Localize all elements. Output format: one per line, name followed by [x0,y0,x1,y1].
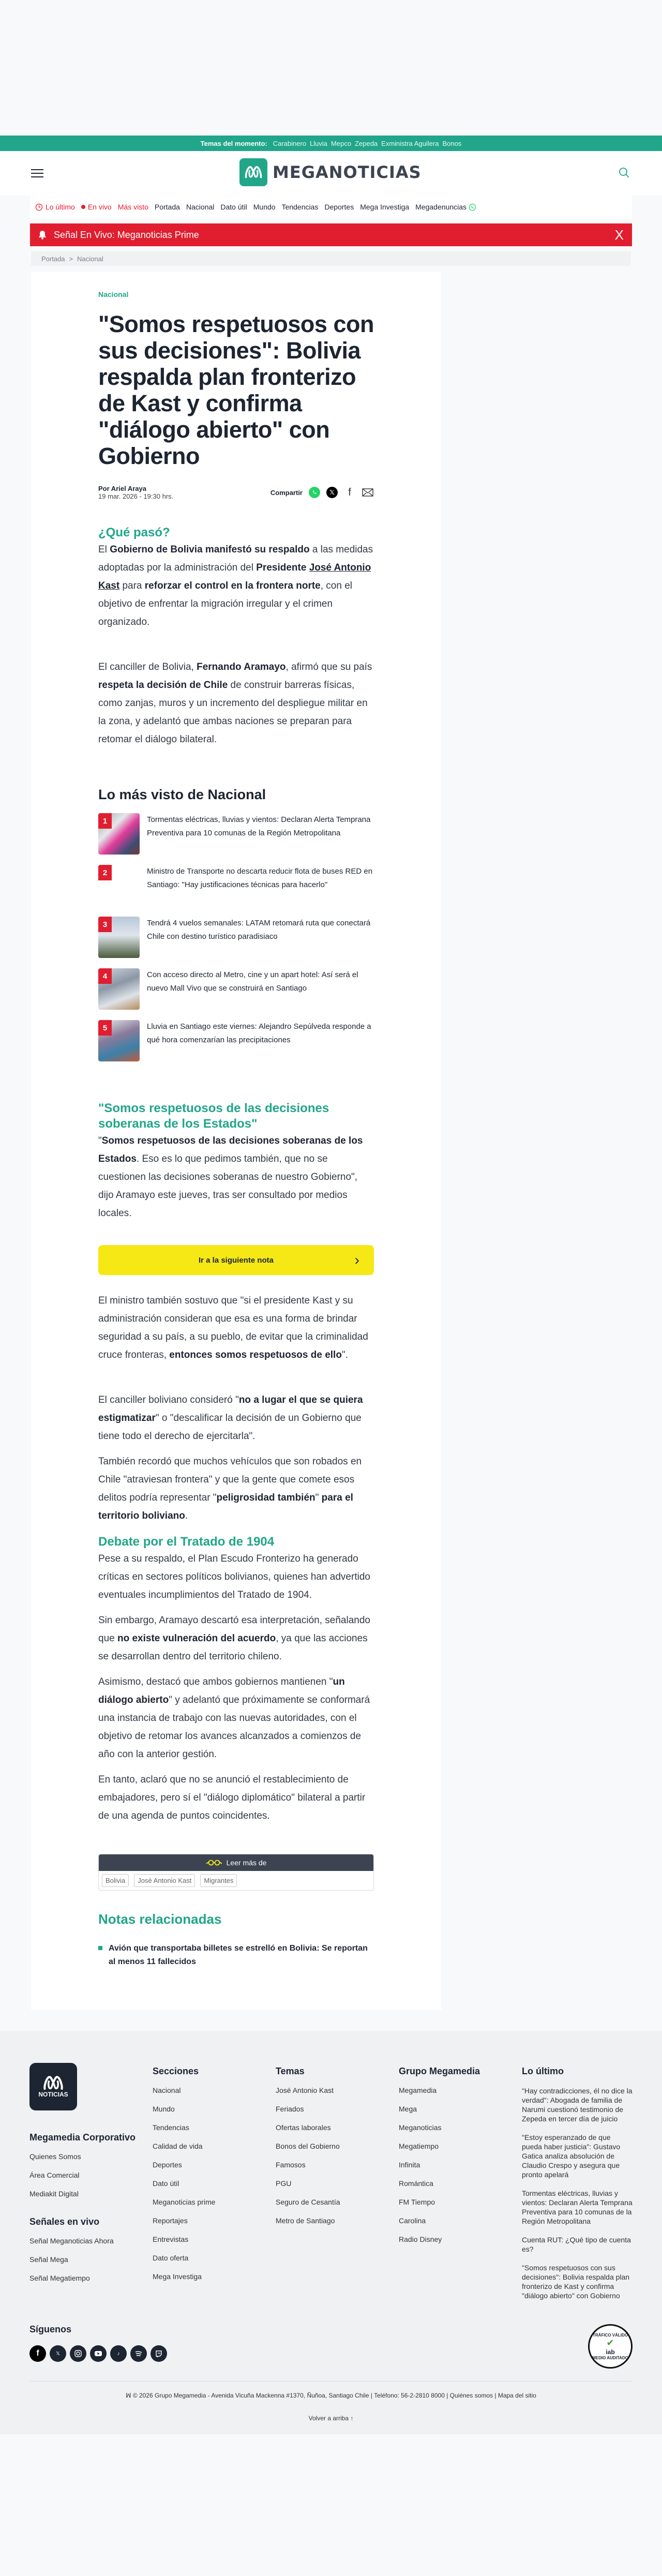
follow-heading: Síguenos [29,2324,72,2334]
mega-logo-icon [239,158,267,186]
footer-heading: Secciones [153,2066,199,2076]
most-viewed-item[interactable]: 1 Tormentas eléctricas, lluvias y vientos: Declaran Alerta Temprana Preventiva para 10 comunas de la Región Metropolitana [98,813,374,855]
nav-live[interactable]: En vivo [81,203,112,211]
article-date: 19 mar. 2026 - 19:30 hrs. [98,492,174,500]
section-heading: ¿Qué pasó? [98,526,170,540]
nav-most-viewed[interactable]: Más visto [117,203,148,211]
footer-link[interactable]: Reportajes [153,2216,188,2225]
footer-link[interactable]: Señal Megatiempo [29,2274,90,2282]
article-paragraph: Asimismo, destacó que ambos gobiernos mantienen "un diálogo abierto" y adelantó que próximamente se conformará una instancia de trabajo con las nuevas autoridades, con el objetivo de retomar los avances alcanzados a comienzos de año con la anterior gestión. [98,1676,370,1760]
footer-link[interactable]: Calidad de vida [153,2142,203,2150]
article-paragraph: El Gobierno de Bolivia manifestó su respaldo a las medidas adoptadas por la administración del Presidente José Antonio Kast para reforzar el control en la frontera norte, con el objetivo de enfrentar la migración irregular y el crimen organizado. [98,544,373,627]
article-paragraph: Pese a su respaldo, el Plan Escudo Fronterizo ha generado críticas en sectores políticos bolivianos, quienes han advertido eventuales incumplimientos del Tratado de 1904. [98,1553,370,1600]
most-viewed-item[interactable]: 3 Tendrá 4 vuelos semanales: LATAM retomará ruta que conectará Chile con destino turístico paradisiaco [98,917,374,958]
footer-link[interactable]: Señal Mega [29,2255,68,2264]
footer-link[interactable]: Señal Meganoticias Ahora [29,2237,114,2245]
whatsapp-icon [469,203,476,211]
footer-link[interactable]: Radio Disney [399,2235,442,2243]
footer-link[interactable]: Carolina [399,2216,426,2225]
most-viewed-item[interactable]: 5 Lluvia en Santiago este viernes: Alejandro Sepúlveda responde a qué hora comenzarían las precipitaciones [98,1020,374,1061]
footer-link[interactable]: Megamedia [399,2086,437,2094]
iab-audited-badge: TRÁFICO VÁLIDO ✔ iab MEDIO AUDITADO [588,2324,633,2369]
next-article-button[interactable]: Ir a la siguiente nota › [98,1245,374,1275]
email-share-icon[interactable] [362,487,374,498]
footer-link[interactable]: Megatiempo [399,2142,439,2150]
footer-link[interactable]: Romántica [399,2179,433,2188]
footer-link[interactable]: Mega [399,2105,417,2113]
footer-latest-link[interactable]: Tormentas eléctricas, lluvias y vientos: Declaran Alerta Temprana Preventiva para 10 comunas de la Región Metropolitana [522,2189,633,2225]
footer-link[interactable]: Mundo [153,2105,175,2113]
twitch-icon[interactable] [151,2345,167,2362]
article-title: "Somos respetuosos con sus decisiones": Bolivia respalda plan fronterizo de Kast y confirma "diálogo abierto" con Gobierno [98,311,374,469]
article-paragraph: También recordó que muchos vehículos que son robados en Chile "atraviesan frontera" y que la gente que comete esos delitos podría representar "peligrosidad también" para el territorio boliviano. [98,1456,362,1521]
thumbnail [98,813,140,855]
article-paragraph: El canciller boliviano consideró "no a lugar el que se quiera estigmatizar" o "descalificar la decisión de un Gobierno que tiene todo el derecho de ejercitarla". [98,1395,363,1442]
article [31,272,441,2010]
footer-link[interactable]: FM Tiempo [399,2198,435,2206]
topic-link[interactable]: Zepeda [355,139,378,147]
footer-link[interactable]: PGU [276,2179,292,2188]
article-category[interactable]: Nacional [98,290,129,298]
section-heading: "Somos respetuosos de las decisiones soberanas de los Estados" [98,1101,329,1131]
related-title: Notas relacionadas [98,1911,222,1927]
nav-item[interactable]: Tendencias [281,203,319,211]
divider [29,2381,633,2382]
nav-item[interactable]: Dato útil [220,203,247,211]
footer-link[interactable]: Ofertas laborales [276,2123,331,2132]
most-viewed-item[interactable]: 4 Con acceso directo al Metro, cine y un apart hotel: Así será el nuevo Mall Vivo que se construirá en Santiago [98,968,374,1010]
footer-link[interactable]: Famosos [276,2161,306,2169]
breadcrumb-separator: > [69,254,73,263]
breadcrumb-item[interactable]: Nacional [77,254,103,263]
back-to-top-link[interactable]: Volver a arriba ↑ [308,2415,354,2422]
whatsapp-share-icon[interactable] [309,487,320,498]
tiktok-icon[interactable]: ♪ [110,2345,127,2362]
footer-link[interactable]: Dato útil [153,2179,179,2188]
read-more-label: Leer más de [226,1859,267,1867]
tag-link[interactable]: Bolivia [102,1874,129,1887]
footer-link[interactable]: Metro de Santiago [276,2216,335,2225]
footer-latest-link[interactable]: Cuenta RUT: ¿Qué tipo de cuenta es? [522,2236,631,2253]
logo-wordmark: MEGANOTICIAS [273,162,422,182]
close-icon[interactable]: X [614,227,624,243]
kast-link[interactable]: José Antonio Kast [98,562,371,591]
nav-item[interactable]: Mega Investiga [360,203,410,211]
footer-heading: Señales en vivo [29,2216,100,2227]
footer-link[interactable]: Mega Investiga [153,2272,202,2281]
rank-badge: 4 [98,968,112,984]
tag-link[interactable]: Migrantes [200,1874,237,1887]
share-bar [270,487,374,498]
topic-link[interactable]: Bonos [442,139,462,147]
main-nav [30,196,632,218]
footer-link[interactable]: Mediakit Digital [29,2190,79,2198]
instagram-icon[interactable] [70,2345,86,2362]
topic-link[interactable]: Exministra Aguilera [381,139,439,147]
chevron-right-icon: › [354,1252,359,1268]
search-icon[interactable] [619,167,631,179]
footer-link[interactable]: Nacional [153,2086,181,2094]
x-share-icon[interactable]: 𝕏 [326,487,338,498]
rank-badge: 2 [98,865,112,880]
article-paragraph: El canciller de Bolivia, Fernando Aramayo, afirmó que su país respeta la decisión de Chile de construir barreras físicas, como zanjas, muros y un incremento del despliegue militar en la zona, y adelantó que ambas naciones se preparan para retomar el diálogo bilateral. [98,662,372,745]
live-dot-icon [81,205,85,209]
thumbnail [98,1020,140,1061]
nav-item-megadenuncias[interactable]: Megadenuncias [415,203,476,211]
footer-heading: Megamedia Corporativo [29,2132,136,2143]
footer-link[interactable]: Área Comercial [29,2171,80,2179]
article-paragraph: "Somos respetuosos de las decisiones soberanas de los Estados. Eso es lo que pedimos también, que no se cuestionen las decisiones soberanas de nuestro Gobierno", dijo Aramayo este jueves, tras ser consultado por medios locales. [98,1135,363,1219]
footer-link[interactable]: Quienes Somos [29,2152,81,2161]
footer-link[interactable]: Infinita [399,2161,420,2169]
footer-logo[interactable]: NOTICIAS [29,2063,77,2110]
facebook-share-icon[interactable]: f [348,486,351,498]
nav-item[interactable]: Mundo [253,203,276,211]
live-banner-text: Señal En Vivo: Meganoticias Prime [54,229,199,240]
footer-link[interactable]: Bonos del Gobierno [276,2142,340,2150]
thumbnail [98,968,140,1010]
footer-link[interactable]: Deportes [153,2161,182,2169]
topic-link[interactable]: Mepco [331,139,352,147]
footer-link[interactable]: Meganoticias [399,2123,442,2132]
nav-item[interactable]: Nacional [186,203,215,211]
most-viewed-widget [98,787,374,1061]
site-footer [0,2031,662,2434]
rank-badge: 1 [98,813,112,829]
share-label: Compartir [270,488,303,497]
rank-badge: 3 [98,917,112,932]
footer-latest-link[interactable]: "Estoy esperanzado de que pueda haber justicia": Gustavo Gatica analiza absolución de Claudio Crespo y asegura que pronto apelará [522,2133,621,2179]
rank-badge: 5 [98,1020,112,1036]
most-viewed-item[interactable]: 2 Ministro de Transporte no descarta reducir flota de buses RED en Santiago: "Hay justificaciones técnicas para hacerlo" [98,865,374,906]
article-author: Por Ariel Araya [98,485,146,492]
nav-item[interactable]: Portada [154,203,180,211]
footer-link[interactable]: Dato oferta [153,2254,189,2262]
site-logo[interactable] [239,158,422,186]
footer-link[interactable]: José Antonio Kast [276,2086,334,2094]
bullet-icon [98,1946,102,1950]
glasses-icon [206,1860,222,1866]
site-header [0,151,662,196]
nav-item[interactable]: Deportes [324,203,354,211]
related-item[interactable]: Avión que transportaba billetes se estrelló en Bolivia: Se reportan al menos 11 fallecidos [98,1942,374,1969]
checkmark-icon: ✔ [606,2337,614,2348]
trending-label: Temas del momento: [200,139,267,147]
section-heading: Debate por el Tratado de 1904 [98,1535,275,1549]
article-paragraph: Sin embargo, Aramayo descartó esa interpretación, señalando que no existe vulneración del acuerdo, ya que las acciones se desarrollan dentro del territorio chileno. [98,1615,370,1662]
nav-latest[interactable]: Lo último [35,203,75,211]
tag-link[interactable]: José Antonio Kast [134,1874,195,1887]
trending-topics-bar [0,136,662,151]
x-icon[interactable]: 𝕏 [50,2345,66,2362]
footer-latest-link[interactable]: "Somos respetuosos con sus decisiones": Bolivia respalda plan fronterizo de Kast y confirma "diálogo abierto" con Gobierno [522,2264,630,2300]
footer-link[interactable]: Entrevistas [153,2235,189,2243]
article-paragraph: El ministro también sostuvo que "si el presidente Kast y su administración consideran que esa es una forma de brindar seguridad a su país, a su pueblo, de evitar que la criminalidad cruce fronteras, entonces somos respetuosos de ello". [98,1295,368,1360]
copyright: ꟽ © 2026 Grupo Megamedia - Avenida Vicuña Mackenna #1370, Ñuñoa, Santiago Chile | Teléfono: 56-2-2810 8000 | Quiénes somos | Mapa del sitio [126,2392,536,2399]
breadcrumb [31,251,631,266]
clock-icon [35,203,43,211]
article-paragraph: En tanto, aclaró que no se anunció el restablecimiento de embajadores, pero sí el "diálogo diplomático" bilateral a partir de una agenda de puntos coincidentes. [98,1774,366,1821]
thumbnail [98,865,140,906]
footer-latest-link[interactable]: "Hay contradicciones, él no dice la verdad": Abogada de familia de Narumi cuestionó testimonio de Zepeda en tercer día de juicio [522,2087,633,2123]
spotify-icon[interactable] [130,2345,147,2362]
topic-link[interactable]: Carabinero [273,139,307,147]
live-signal-banner[interactable] [30,223,632,246]
facebook-icon[interactable]: f [29,2345,46,2362]
related-notes [98,1911,374,1969]
footer-heading: Lo último [522,2066,564,2076]
footer-heading: Temas [276,2066,305,2076]
footer-link[interactable]: Seguro de Cesantía [276,2198,340,2206]
ad-space [0,0,662,136]
thumbnail [98,917,140,958]
topic-link[interactable]: Lluvia [310,139,328,147]
footer-link[interactable]: Tendencias [153,2123,189,2132]
most-viewed-title: Lo más visto de Nacional [98,787,266,802]
footer-link[interactable]: Meganoticias prime [153,2198,216,2206]
bell-icon [38,230,47,239]
footer-link[interactable]: Feriados [276,2105,304,2113]
footer-heading: Grupo Megamedia [399,2066,480,2076]
mega-small-logo-icon: ꟽ [126,2392,133,2399]
read-more-box [98,1854,374,1891]
youtube-icon[interactable] [90,2345,107,2362]
breadcrumb-item[interactable]: Portada [41,254,65,263]
menu-icon[interactable] [31,169,43,177]
social-links [29,2345,167,2362]
